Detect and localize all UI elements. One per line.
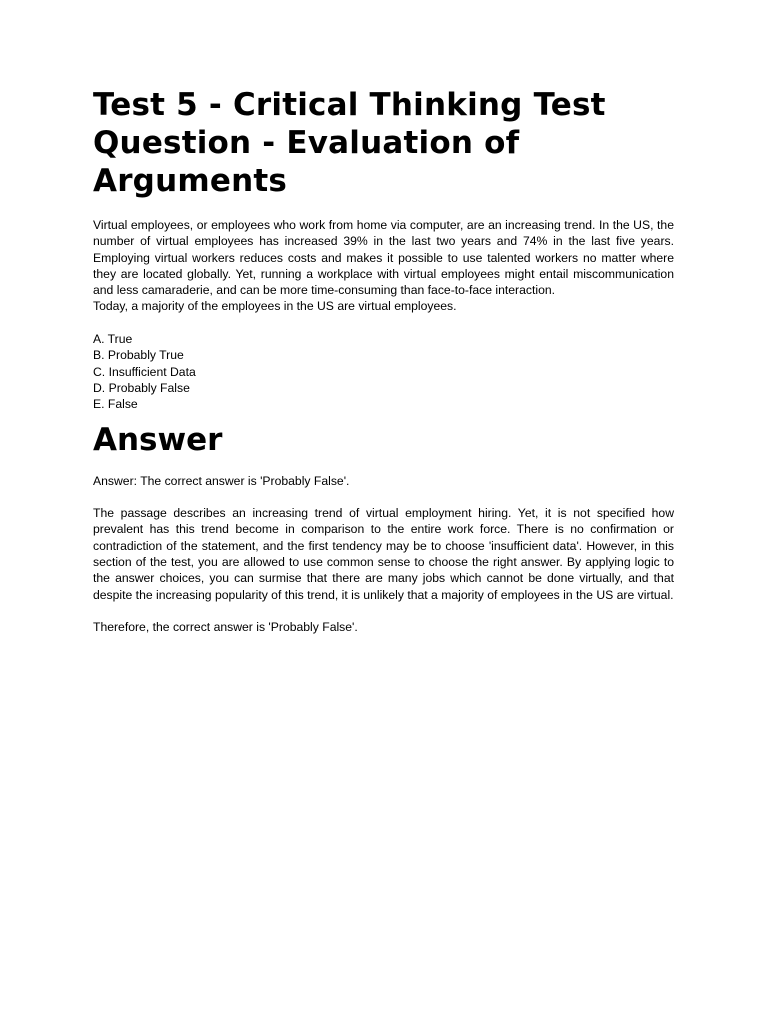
answer-conclusion: Therefore, the correct answer is 'Probably False'.	[93, 620, 358, 635]
option-a: A. True	[93, 332, 133, 347]
document-page	[93, 86, 674, 636]
question-statement: Today, a majority of the employees in the US are virtual employees.	[93, 299, 457, 314]
question-passage: Virtual employees, or employees who work from home via computer, are an increasing trend. In the US, the number of virtual employees has increased 39% in the last two years and 74% in the last five years. Employing virtual workers reduces costs and makes it possible to use talented workers no matter where they are located globally. Yet, running a workplace with virtual employees might entail miscommunication and less camaraderie, and can be more time-consuming than face-to-face interaction.	[93, 218, 674, 298]
answer-line: Answer: The correct answer is 'Probably False'.	[93, 473, 350, 488]
answer-options	[93, 331, 674, 412]
spacer	[93, 315, 674, 331]
spacer	[93, 603, 674, 619]
answer-explanation: The passage describes an increasing trend of virtual employment hiring. Yet, it is not specified how prevalent has this trend become in comparison to the entire work force. There is no confirmation or contradiction of the statement, and the first tendency may be to choose 'insufficient data'. However, in this section of the test, you are allowed to use common sense to choose the right answer. By applying logic to the answer choices, you can surmise that there are many jobs which cannot be done virtually, and that despite the increasing popularity of this trend, it is unlikely that a majority of employees in the US are virtual.	[93, 506, 674, 602]
page-title: Test 5 - Critical Thinking Test Question - Evaluation of Arguments	[93, 87, 606, 199]
option-d: D. Probably False	[93, 380, 190, 395]
option-e: E. False	[93, 397, 138, 412]
spacer	[93, 489, 674, 505]
option-c: C. Insufficient Data	[93, 364, 196, 379]
answer-heading: Answer	[93, 421, 223, 458]
option-b: B. Probably True	[93, 348, 184, 363]
